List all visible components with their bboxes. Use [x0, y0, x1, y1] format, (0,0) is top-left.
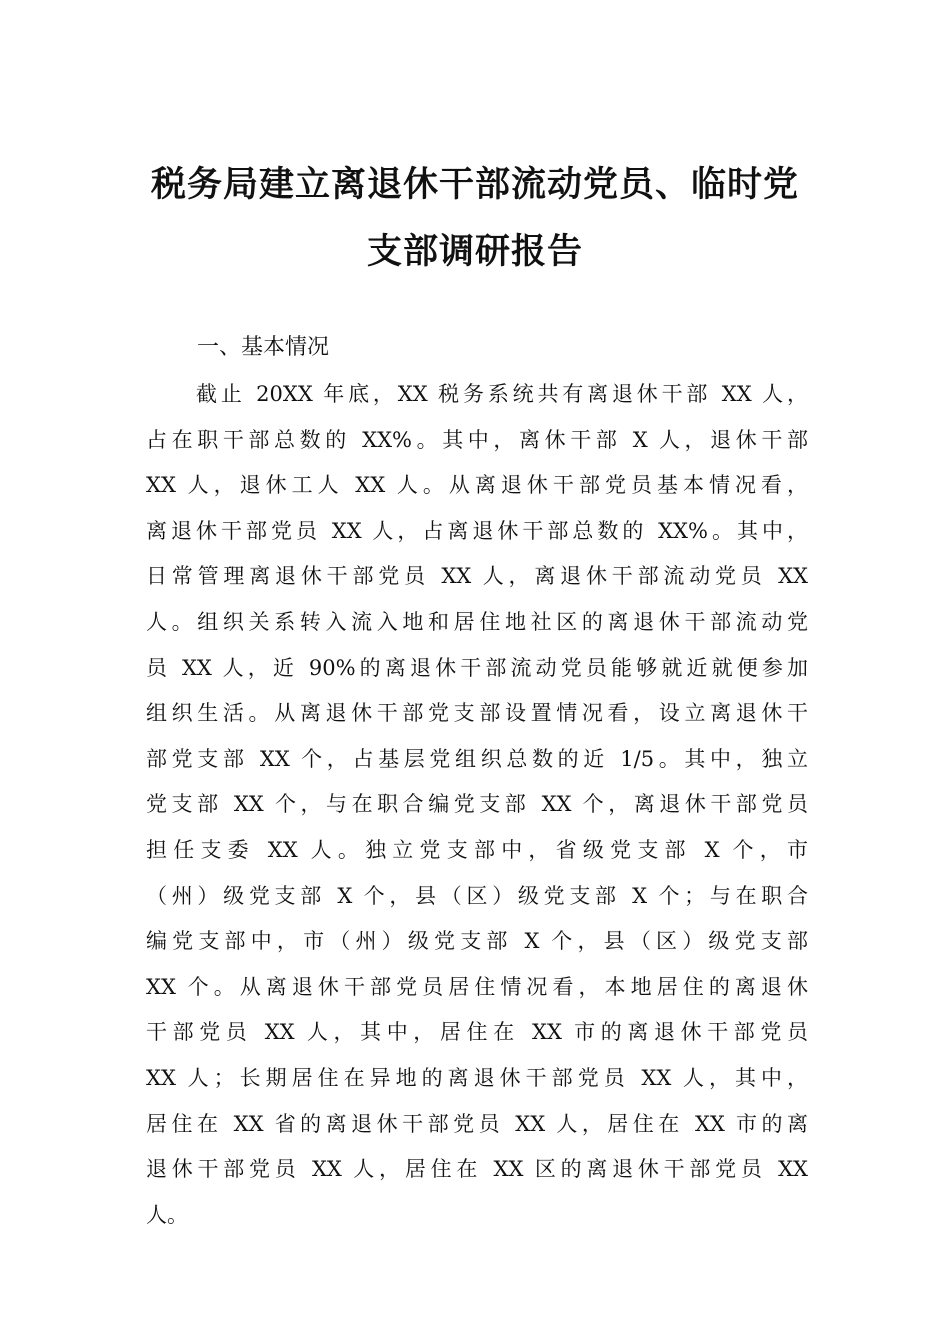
paragraph-line: 居住在 XX 省的离退休干部党员 XX 人，居住在 XX 市的离	[146, 1111, 808, 1136]
paragraph-line: XX 人；长期居住在异地的离退休干部党员 XX 人，其中，	[146, 1065, 808, 1090]
paragraph-line: 退休干部党员 XX 人，居住在 XX 区的离退休干部党员 XX	[146, 1157, 808, 1182]
paragraph-line: XX 人，退休工人 XX 人。从离退休干部党员基本情况看，	[146, 473, 808, 498]
paragraph-line: 部党支部 XX 个，占基层党组织总数的近 1/5。其中，独立	[146, 746, 808, 771]
body-paragraph	[146, 372, 808, 1238]
document-title-line-1: 税务局建立离退休干部流动党员、临时党	[150, 164, 799, 205]
paragraph-line: （州）级党支部 X 个，县（区）级党支部 X 个；与在职合	[146, 883, 808, 908]
paragraph-line: 离退休干部党员 XX 人，占离退休干部总数的 XX%。其中，	[146, 518, 808, 543]
paragraph-line: 人。	[146, 1202, 188, 1227]
paragraph-line: 党支部 XX 个，与在职合编党支部 XX 个，离退休干部党员	[146, 792, 808, 817]
paragraph-line: 日常管理离退休干部党员 XX 人，离退休干部流动党员 XX	[146, 564, 808, 589]
paragraph-line: 干部党员 XX 人，其中，居住在 XX 市的离退休干部党员	[146, 1020, 808, 1045]
section-heading: 一、基本情况	[197, 335, 330, 360]
paragraph-line: XX 个。从离退休干部党员居住情况看，本地居住的离退休	[146, 974, 808, 999]
paragraph-line: 员 XX 人，近 90%的离退休干部流动党员能够就近就便参加	[146, 655, 808, 680]
paragraph-line: 编党支部中，市（州）级党支部 X 个，县（区）级党支部	[146, 929, 808, 954]
paragraph-line: 占在职干部总数的 XX%。其中，离休干部 X 人，退休干部	[146, 427, 808, 452]
paragraph-line: 担任支委 XX 人。独立党支部中，省级党支部 X 个，市	[146, 837, 808, 862]
paragraph-line: 人。组织关系转入流入地和居住地社区的离退休干部流动党	[146, 609, 808, 634]
paragraph-line: 组织生活。从离退休干部党支部设置情况看，设立离退休干	[146, 701, 808, 726]
document-title-line-2: 支部调研报告	[366, 231, 583, 272]
paragraph-line: 截止 20XX 年底，XX 税务系统共有离退休干部 XX 人，	[196, 382, 808, 406]
